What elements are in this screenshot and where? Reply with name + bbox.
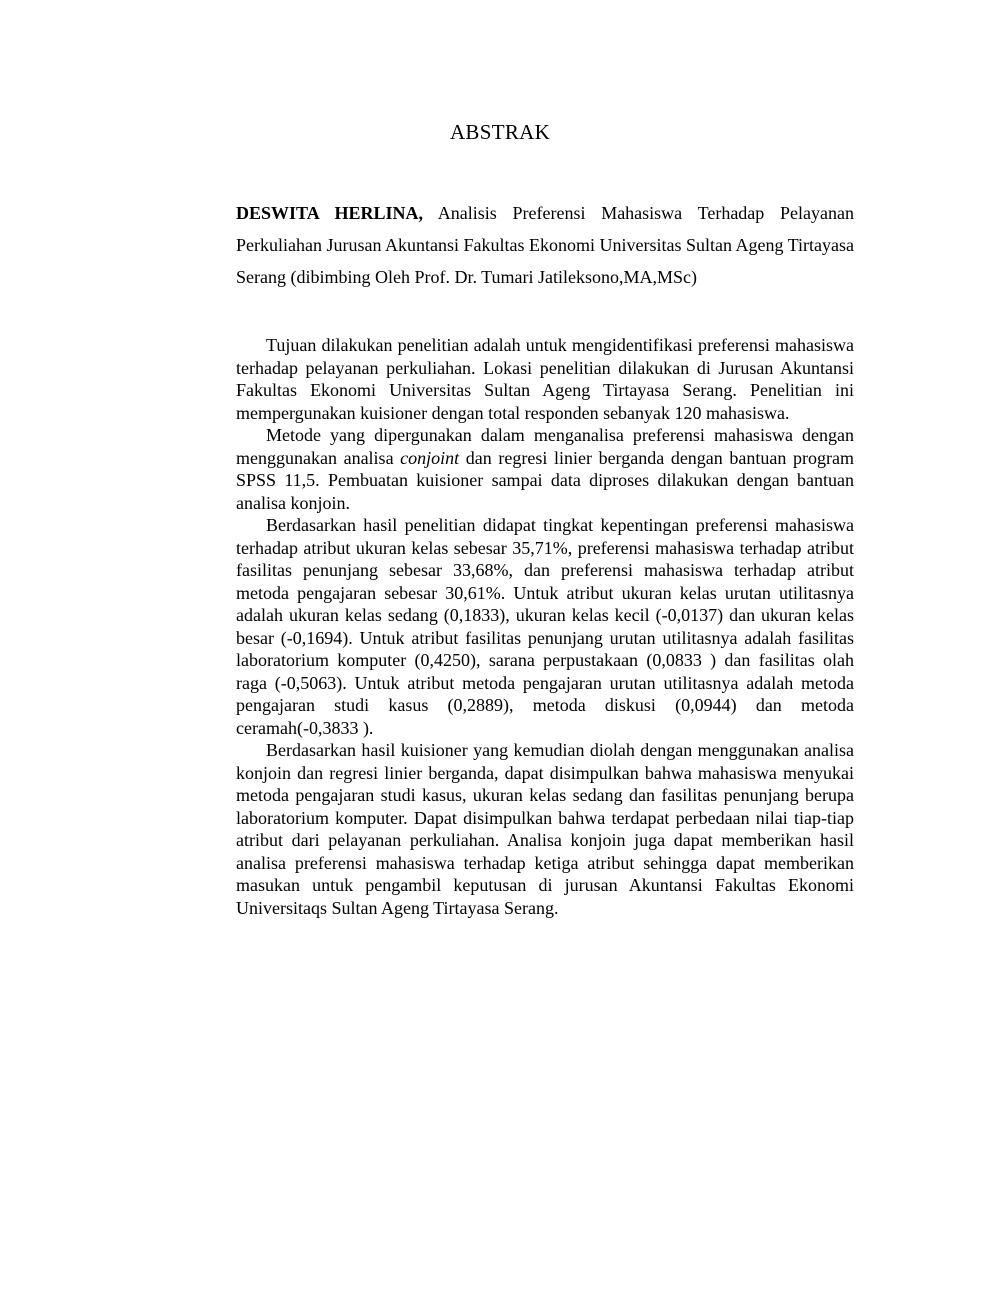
abstract-body [236,334,854,919]
abstract-paragraph-2 [236,424,854,514]
abstract-paragraph-1: Tujuan dilakukan penelitian adalah untuk mengidentifikasi preferensi mahasiswa terhadap pelayanan perkuliahan. Lokasi penelitian dilakukan di Jurusan Akuntansi Fakultas Ekonomi Universitas Sultan Ageng Tirtayasa Serang. Penelitian ini mempergunakan kuisioner dengan total responden sebanyak 120 mahasiswa. [236,335,854,423]
page-title: ABSTRAK [449,120,551,144]
paragraph-2-emphasis: conjoint [400,447,460,468]
abstract-paragraph-3: Berdasarkan hasil penelitian didapat tingkat kepentingan preferensi mahasiswa terhadap atribut ukuran kelas sebesar 35,71%, preferensi mahasiswa terhadap atribut fasilitas penunjang sebesar 33,68%, dan preferensi mahasiswa terhadap atribut metoda pengajaran sebesar 30,61%. Untuk atribut ukuran kelas urutan utilitasnya adalah ukuran kelas sedang (0,1833), ukuran kelas kecil (-0,0137) dan ukuran kelas besar (-0,1694). Untuk atribut fasilitas penunjang urutan utilitasnya adalah fasilitas laboratorium komputer (0,4250), sarana perpustakaan (0,0833 ) dan fasilitas olah raga (-0,5063). Untuk atribut metoda pengajaran urutan utilitasnya adalah metoda pengajaran studi kasus (0,2889), metoda diskusi (0,0944) dan metoda ceramah(-0,3833 ). [236,515,854,738]
author-name: DESWITA HERLINA, [236,203,423,223]
abstract-paragraph-4: Berdasarkan hasil kuisioner yang kemudian diolah dengan menggunakan analisa konjoin dan regresi linier berganda, dapat disimpulkan bahwa mahasiswa menyukai metoda pengajaran studi kasus, ukuran kelas sedang dan fasilitas penunjang berupa laboratorium komputer. Dapat disimpulkan bahwa terdapat perbedaan nilai tiap-tiap atribut dari pelayanan perkuliahan. Analisa konjoin juga dapat memberikan hasil analisa preferensi mahasiswa terhadap ketiga atribut sehingga dapat memberikan masukan untuk pengambil keputusan di jurusan Akuntansi Fakultas Ekonomi Universitaqs Sultan Ageng Tirtayasa Serang. [236,740,854,918]
abstract-header [236,197,854,293]
paragraph-2-text-before: Metode yang dipergunakan dalam menganalisa preferensi mahasiswa dengan menggunakan analisa [236,425,854,468]
paragraph-2-text-after: dan regresi linier berganda dengan bantuan program SPSS 11,5. Pembuatan kuisioner sampai data diproses dilakukan dengan bantuan analisa konjoin. [236,447,854,513]
thesis-info: Analisis Preferensi Mahasiswa Terhadap Pelayanan Perkuliahan Jurusan Akuntansi Fakultas Ekonomi Universitas Sultan Ageng Tirtayasa Serang (dibimbing Oleh Prof. Dr. Tumari Jatileksono,MA,MSc) [236,203,855,287]
